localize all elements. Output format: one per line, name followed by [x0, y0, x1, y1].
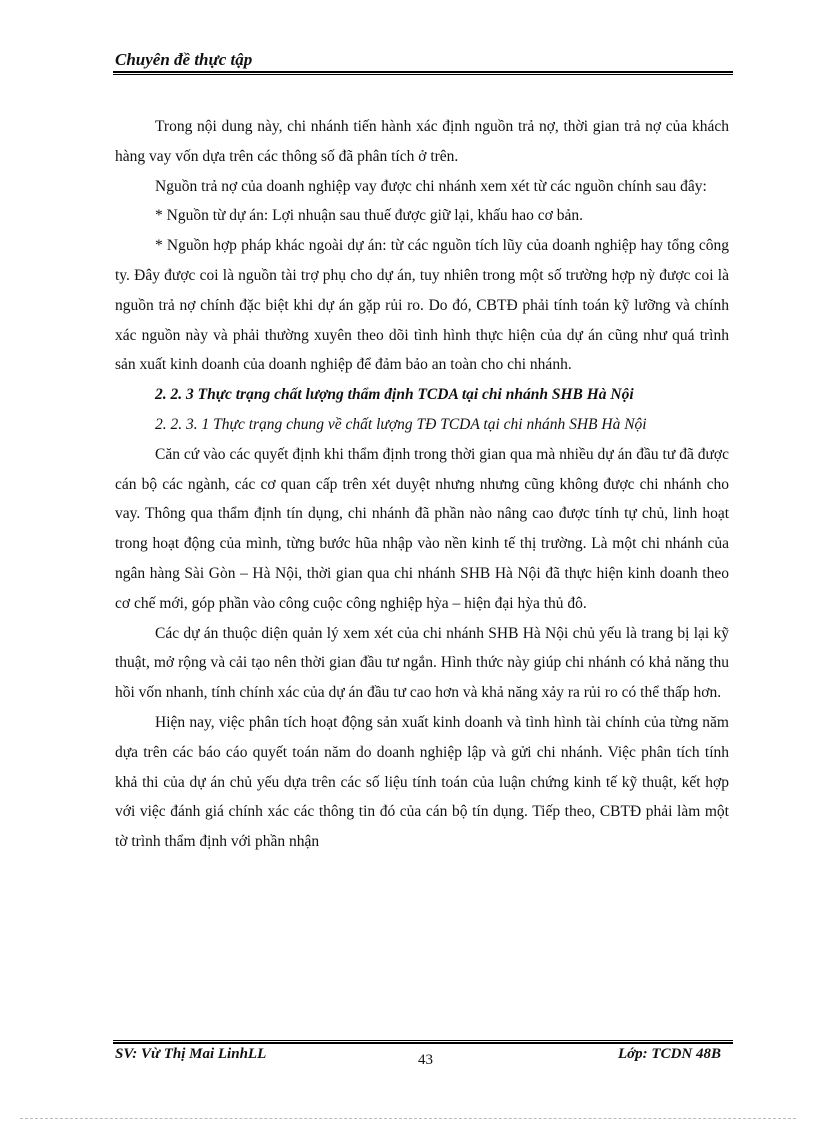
paragraph: Hiện nay, việc phân tích hoạt động sản xuất kinh doanh và tình hình tài chính của từng năm dựa trên các báo cáo quyết toán năm do doanh nghiệp lập và gửi chi nhánh. Việc phân tích tính khả thi của dự án chủ yếu dựa trên các số liệu tính toán của luận chứng kinh tế kỹ thuật, kết hợp với việc đánh giá chính xác các thông tin đó của cán bộ tín dụng. Tiếp theo, CBTĐ phải làm một tờ trình thẩm định với phần nhận [115, 713, 729, 851]
paragraph: Trong nội dung này, chi nhánh tiến hành xác định nguồn trả nợ, thời gian trả nợ của khách hàng vay vốn dựa trên các thông số đã phân tích ở trên. [115, 118, 729, 165]
paragraph: Nguồn trả nợ của doanh nghiệp vay được chi nhánh xem xét từ các nguồn chính sau đây: [155, 177, 707, 195]
header-rule [113, 71, 733, 75]
body-text [115, 112, 729, 857]
page-break-line [20, 1118, 796, 1119]
header-title: Chuyên đề thực tập [115, 50, 253, 69]
subsection-heading: 2. 2. 3. 1 Thực trạng chung về chất lượng TĐ TCDA tại chi nhánh SHB Hà Nội [155, 415, 647, 433]
footer-class: Lớp: TCDN 48B [617, 1046, 721, 1062]
paragraph: Các dự án thuộc diện quản lý xem xét của chi nhánh SHB Hà Nội chủ yếu là trang bị lại kỹ thuật, mở rộng và cải tạo nên thời gian đầu tư ngắn. Hình thức này giúp chi nhánh có khả năng thu hồi vốn nhanh, tính chính xác của dự án đầu tư cao hơn và khả năng xảy ra rủi ro có thể thấp hơn. [115, 624, 729, 702]
section-heading: 2. 2. 3 Thực trạng chất lượng thẩm định TCDA tại chi nhánh SHB Hà Nội [155, 386, 634, 404]
paragraph: * Nguồn hợp pháp khác ngoài dự án: từ các nguồn tích lũy của doanh nghiệp hay tổng công ty. Đây được coi là nguồn tài trợ phụ cho dự án, tuy nhiên trong một số trường hợp nỳ được coi là nguồn trả nợ chính đặc biệt khi dự án gặp rủi ro. Do đó, CBTĐ phải tính toán kỹ lưỡng và chính xác nguồn này và phải thường xuyên theo dõi tình hình thực hiện của dự án cũng như quá trình sản xuất kinh doanh của doanh nghiệp để đảm bảo an toàn cho chi nhánh. [115, 237, 729, 374]
paragraph: * Nguồn từ dự án: Lợi nhuận sau thuế được giữ lại, khấu hao cơ bản. [155, 207, 583, 225]
footer-student: SV: Vừ Thị Mai LinhLL [115, 1046, 267, 1062]
page-number: 43 [418, 1052, 433, 1068]
paragraph: Căn cứ vào các quyết định khi thẩm định trong thời gian qua mà nhiều dự án đầu tư đã được cán bộ các ngành, các cơ quan cấp trên xét duyệt nhưng nhưng cũng không được chi nhánh cho vay. Thông qua thẩm định tín dụng, chi nhánh đã phần nào nâng cao được tính tự chủ, linh hoạt trong hoạt động của mình, từng bước hũa nhập vào nền kinh tế thị trường. Là một chi nhánh của ngân hàng Sài Gòn – Hà Nội, thời gian qua chi nhánh SHB Hà Nội đã thực hiện kinh doanh theo cơ chế mới, góp phần vào công cuộc công nghiệp hỳa – hiện đại hỳa thủ đô. [115, 445, 729, 612]
footer-rule [113, 1040, 733, 1044]
